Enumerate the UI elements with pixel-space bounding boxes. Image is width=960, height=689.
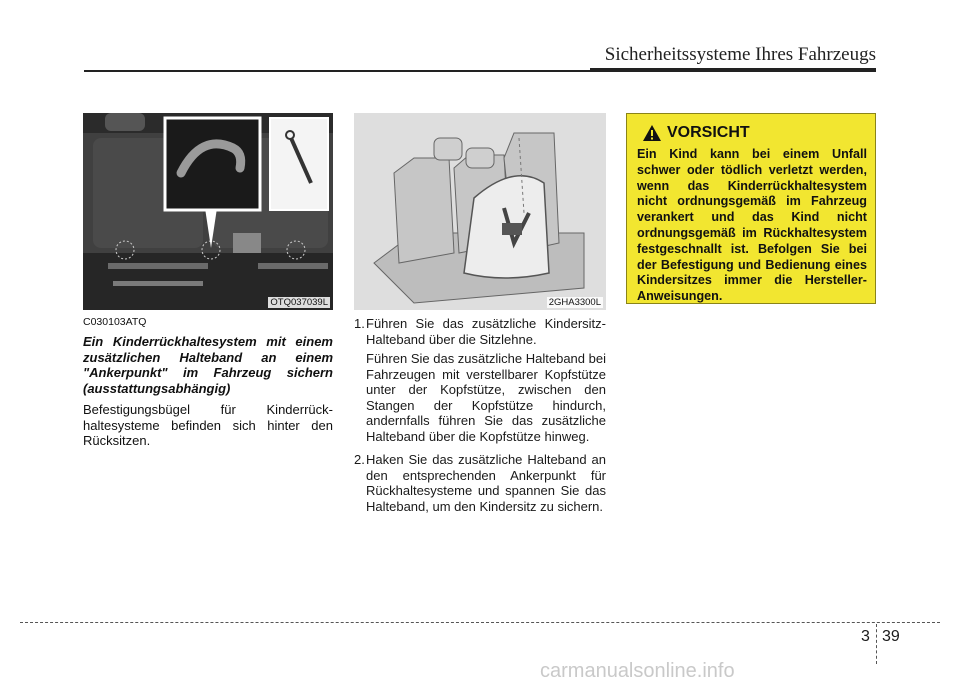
figure-code-middle: 2GHA3300L (548, 297, 601, 308)
instruction-steps (354, 316, 606, 522)
rear-seat-anchor-illustration (83, 113, 333, 310)
step-paragraph: Haken Sie das zusätzliche Halteband an den entsprechenden Ankerpunkt für Rückhaltesysteme und spannen Sie das Halteband, um den Kindersitz zu sichern. (366, 452, 606, 514)
section-body: Befestigungsbügel für Kinderrückhaltesysteme befinden sich hinter den Rücksitzen. (83, 402, 333, 448)
page-number-separator (876, 624, 877, 664)
footer-rule (20, 622, 940, 623)
header-rule-accent (590, 68, 876, 72)
step-body (366, 316, 606, 448)
step-paragraph: Führen Sie das zusätzliche KindersitzHalteband über die Sitzlehne. (366, 316, 606, 347)
caution-text: Ein Kind kann bei einem Unfall schwer oder tödlich verletzt werden, wenn das Kinderrückhaltesystem nicht ordnungsgemäß im Fahrzeug verankert und das Kind nicht ordnungsgemäß im Rückhaltesystem festgeschnallt ist. Befolgen Sie bei der Befestigung und Bedienung eines Kindersitzes immer die Hersteller-Anweisungen. (637, 147, 867, 304)
caution-header (637, 124, 867, 142)
section-reference-code: C030103ATQ (83, 316, 147, 328)
watermark: carmanualsonline.info (540, 660, 735, 682)
step-body (366, 452, 606, 518)
figure-code-left: OTQ037039L (270, 297, 328, 308)
step-item (354, 452, 606, 518)
step-number: 1. (354, 316, 365, 331)
step-paragraph: Führen Sie das zusätzliche Halteband bei Fahrzeugen mit verstellbarer Kopfstütze unter der Kopfstütze, zwischen den Stangen der Kopfstütze hindurch, andernfalls führen Sie das zusätzliche Halteband über die Kopfstütze hinweg. (366, 351, 606, 444)
child-seat-photo (354, 113, 606, 310)
left-text-column (83, 316, 333, 449)
warning-triangle-icon (643, 125, 661, 141)
section-subheading: Ein Kinderrückhaltesystem mit einem zusätzlichen Halteband an einem "Ankerpunkt" im Fahrzeug sichern (ausstattungsabhängig) (83, 334, 333, 396)
chapter-number: 3 (861, 628, 870, 645)
caution-box (626, 113, 876, 304)
anchor-bracket-photo (83, 113, 333, 310)
page-number: 39 (882, 628, 900, 645)
step-item (354, 316, 606, 448)
caution-title: VORSICHT (667, 124, 750, 141)
step-number: 2. (354, 452, 365, 467)
page-header-title: Sicherheitssysteme Ihres Fahrzeugs (604, 44, 876, 65)
child-seat-illustration (354, 113, 606, 310)
